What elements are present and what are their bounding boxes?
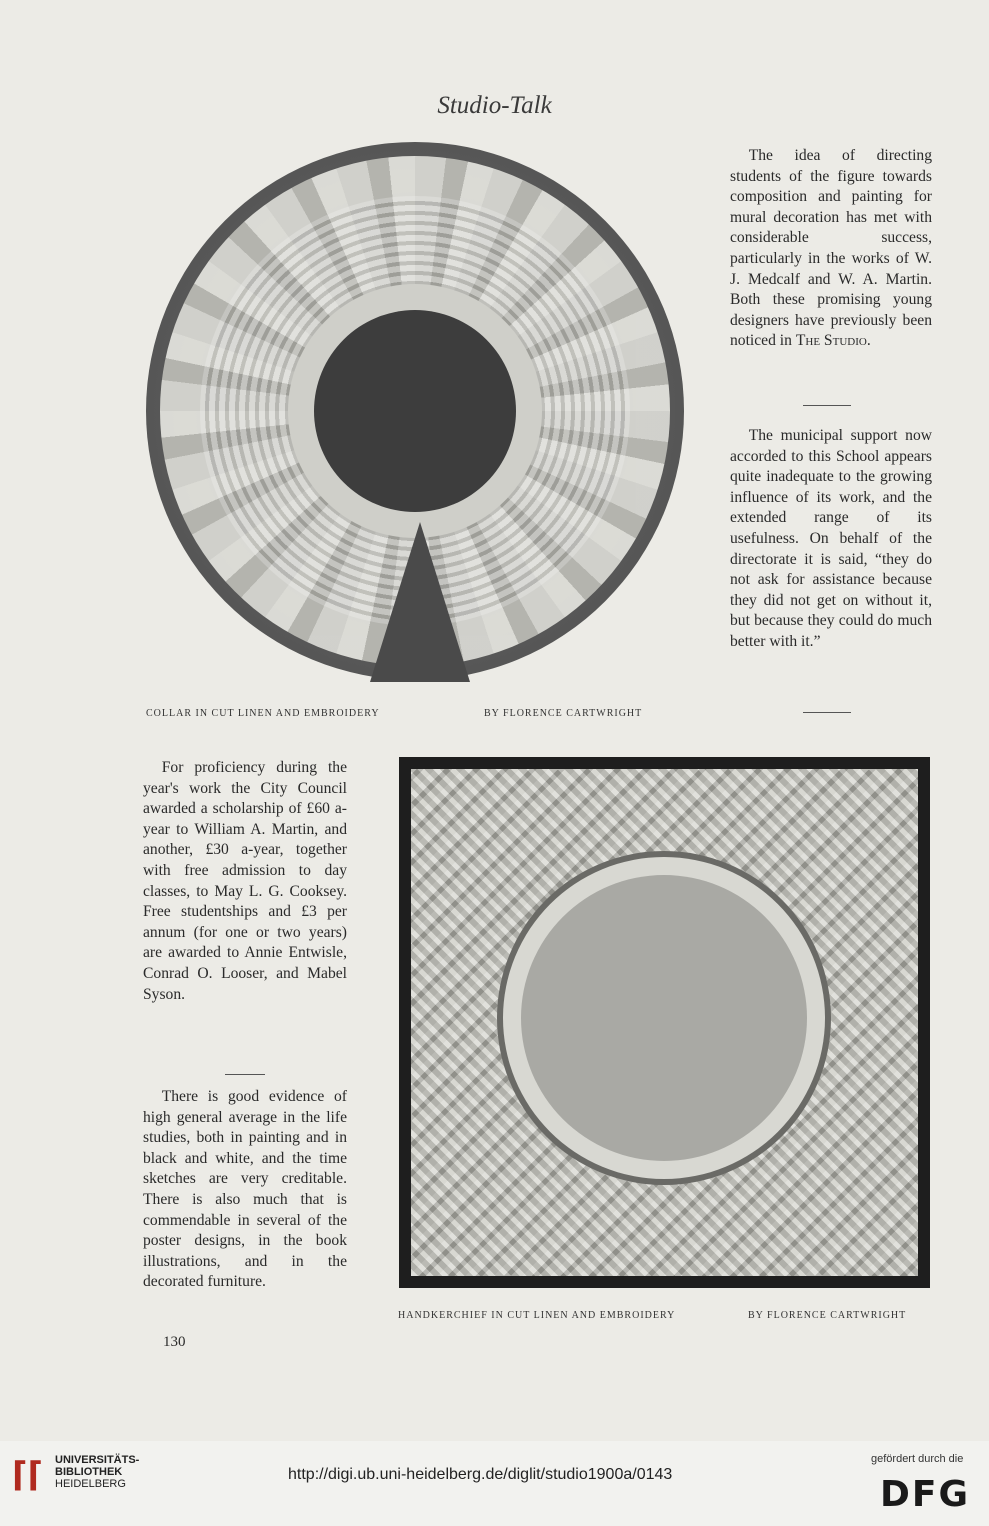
handkerchief-caption-title: HANDKERCHIEF IN CUT LINEN AND EMBROIDERY <box>398 1310 676 1321</box>
collar-caption-credit: BY FLORENCE CARTWRIGHT <box>484 708 643 719</box>
right-column-para-2: The municipal support now accorded to this School appears quite inadequate to the growing influence of its work, and the extended range of its usefulness. On behalf of the directorate it is said, “they do not ask for assistance because they did not get on without it, but because they could do much better with it.” <box>730 427 932 650</box>
handkerchief-caption-credit: BY FLORENCE CARTWRIGHT <box>748 1310 907 1321</box>
left-column-para-1: For proficiency during the year's work the City Council awarded a scholarship of £60 a-year to William A. Martin, and another, £30 a-year, together with free admission to day classes, to May L. G. Cooksey. Free studentships and £3 per annum (for one or two years) are awarded to Annie Entwisle, Conrad O. Looser, and Mabel Syson. <box>143 759 347 1003</box>
left-column-para-2: There is good evidence of high general average in the life studies, both in painting and in black and white, and the time sketches are very creditable. There is also much that is commendable in several of the poster designs, in the book illustrations, and in the decorated furniture. <box>143 1088 347 1291</box>
section-rule <box>803 405 851 406</box>
handkerchief-illustration <box>399 757 930 1288</box>
funded-by-label: gefördert durch die <box>871 1453 964 1465</box>
section-rule <box>225 1074 265 1075</box>
dfg-logo: DFG <box>880 1474 971 1515</box>
running-head: Studio-Talk <box>437 92 552 119</box>
source-url-link[interactable]: http://digi.ub.uni-heidelberg.de/diglit/studio1900a/0143 <box>288 1466 673 1483</box>
collar-neck-opening <box>314 310 516 512</box>
library-logo-icon: ⌈⌈ <box>12 1455 44 1495</box>
handkerchief-center <box>521 875 807 1161</box>
right-column-para-1: The idea of directing students of the figure towards composition and painting for mural decoration has met with considerable success, particularly in the works of W. J. Medcalf and W. A. Martin. Both these promising young designers have previously been noticed in The Studio. <box>730 147 932 350</box>
page-number: 130 <box>163 1334 186 1350</box>
collar-illustration <box>146 142 684 680</box>
section-rule <box>803 712 851 713</box>
collar-caption-title: COLLAR IN CUT LINEN AND EMBROIDERY <box>146 708 380 719</box>
library-name: UNIVERSITÄTS- BIBLIOTHEK HEIDELBERG <box>55 1454 140 1490</box>
collar-front-notch <box>370 522 470 682</box>
